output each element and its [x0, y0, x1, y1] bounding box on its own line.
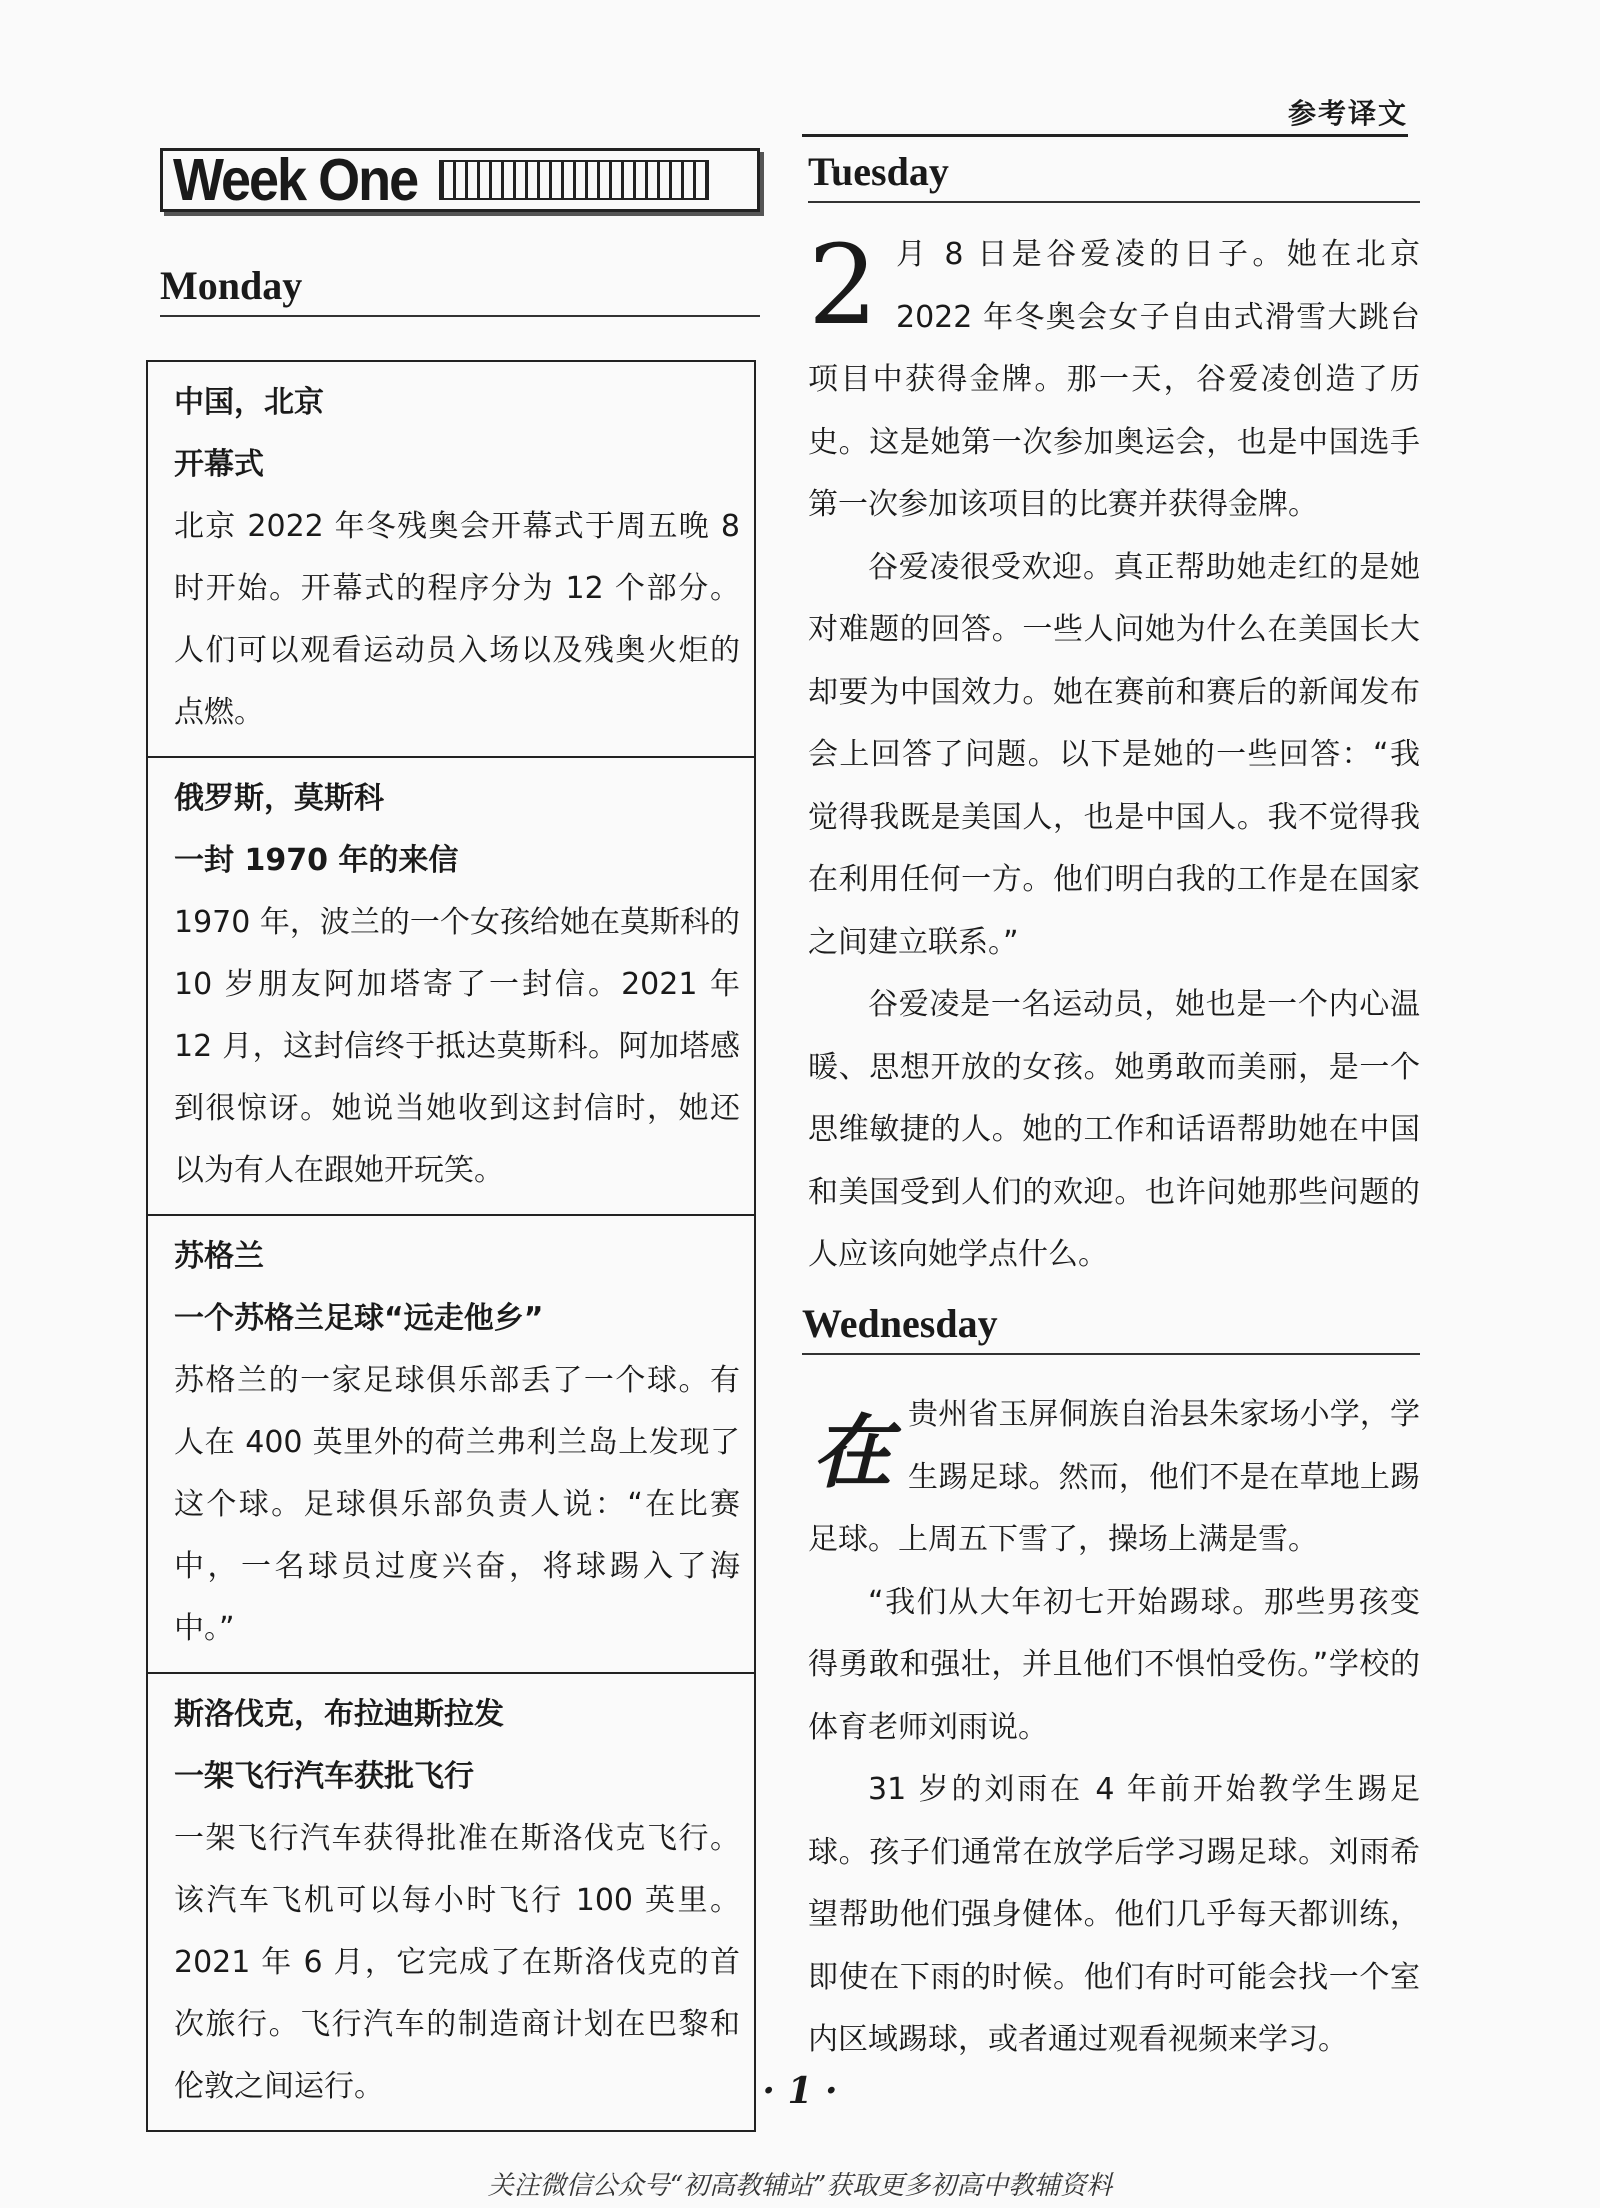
wednesday-dropcap: 在 [812, 1405, 892, 1499]
news-place: 斯洛伐克，布拉迪斯拉发 [174, 1697, 504, 1732]
wednesday-paragraph-1 [808, 1384, 1420, 1572]
news-place: 俄罗斯，莫斯科 [174, 781, 384, 816]
news-item [146, 360, 756, 756]
news-place: 苏格兰 [174, 1239, 264, 1274]
news-title: 一个苏格兰足球“远走他乡” [174, 1301, 544, 1336]
wednesday-article [808, 1384, 1420, 2072]
section-tag: 参考译文 [1287, 97, 1408, 130]
week-banner [160, 148, 760, 212]
news-body: 一架飞行汽车获得批准在斯洛伐克飞行。该汽车飞机可以每小时飞行 100 英里。2021 年 6 月，它完成了在斯洛伐克的首次旅行。飞行汽车的制造商计划在巴黎和伦敦之间运行。 [174, 1821, 740, 2104]
wednesday-paragraph-2: “我们从大年初七开始踢球。那些男孩变得勇敢和强壮，并且他们不惧怕受伤。”学校的体育老师刘雨说。 [808, 1584, 1420, 1745]
news-title: 一封 1970 年的来信 [174, 843, 459, 878]
tuesday-paragraph-1 [808, 221, 1420, 537]
tuesday-paragraph-2: 谷爱凌很受欢迎。真正帮助她走红的是她对难题的回答。一些人问她为什么在美国长大却要为中国效力。她在赛前和赛后的新闻发布会上回答了问题。以下是她的一些回答：“我觉得我既是美国人，也是中国人。我不觉得我在利用任何一方。他们明白我的工作是在国家之间建立联系。” [808, 549, 1420, 960]
news-body: 北京 2022 年冬残奥会开幕式于周五晚 8 时开始。开幕式的程序分为 12 个部分。人们可以观看运动员入场以及残奥火炬的点燃。 [174, 509, 740, 730]
banner-stripes [439, 160, 709, 200]
news-title: 开幕式 [174, 447, 264, 482]
news-body: 1970 年，波兰的一个女孩给她在莫斯科的 10 岁朋友阿加塔寄了一封信。2021 年 12 月，这封信终于抵达莫斯科。阿加塔感到很惊讶。她说当她收到这封信时，她还以为有人在跟她开玩笑。 [174, 905, 740, 1188]
news-item [146, 1214, 756, 1672]
news-item [146, 756, 756, 1214]
footer-note: 关注微信公众号“初高教辅站”获取更多初高中教辅资料 [487, 2171, 1113, 2201]
wednesday-heading: Wednesday [802, 1300, 1420, 1355]
wednesday-paragraph-1-text: 贵州省玉屏侗族自治县朱家场小学，学生踢足球。然而，他们不是在草地上踢足球。上周五下雪了，操场上满是雪。 [808, 1397, 1420, 1557]
tuesday-paragraph-1-text: 月 8 日是谷爱凌的日子。她在北京 2022 年冬奥会女子自由式滑雪大跳台项目中获得金牌。那一天，谷爱凌创造了历史。这是她第一次参加奥运会，也是中国选手第一次参加该项目的比赛并获得金牌。 [808, 237, 1420, 522]
tuesday-dropcap: 2 [808, 221, 878, 349]
wednesday-paragraph-3: 31 岁的刘雨在 4 年前开始教学生踢足球。孩子们通常在放学后学习踢足球。刘雨希望帮助他们强身健体。他们几乎每天都训练，即使在下雨的时候。他们有时可能会找一个室内区域踢球，或者通过观看视频来学习。 [808, 1772, 1420, 2057]
monday-heading: Monday [160, 262, 760, 317]
news-body: 苏格兰的一家足球俱乐部丢了一个球。有人在 400 英里外的荷兰弗利兰岛上发现了这个球。足球俱乐部负责人说：“在比赛中，一名球员过度兴奋，将球踢入了海中。” [174, 1363, 740, 1646]
tuesday-paragraph-3: 谷爱凌是一名运动员，她也是一个内心温暖、思想开放的女孩。她勇敢而美丽，是一个思维敏捷的人。她的工作和话语帮助她在中国和美国受到人们的欢迎。也许问她那些问题的人应该向她学点什么。 [808, 987, 1420, 1272]
page-number: · 1 · [762, 2070, 838, 2112]
news-title: 一架飞行汽车获批飞行 [174, 1759, 474, 1794]
week-title: Week One [173, 147, 418, 213]
news-item [146, 1672, 756, 2132]
tuesday-article [808, 221, 1420, 1287]
news-place: 中国，北京 [174, 385, 324, 420]
tuesday-heading: Tuesday [808, 148, 1420, 203]
header-rule [802, 134, 1408, 137]
monday-news-column [146, 360, 756, 2132]
